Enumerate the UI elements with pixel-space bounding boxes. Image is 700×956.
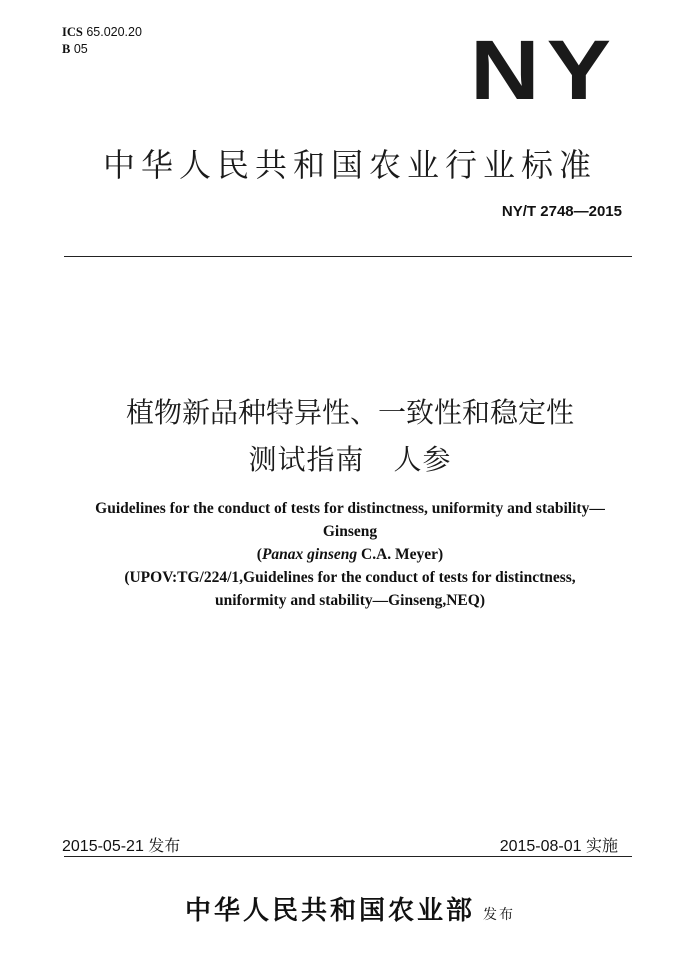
- title-en-line2: Ginseng: [322, 523, 378, 540]
- publisher: [40, 890, 660, 927]
- standard-type-title: 中华人民共和国农业行业标准: [102, 146, 597, 184]
- title-cn-line2: 测试指南 人参: [248, 443, 452, 476]
- standard-number: NY/T 2748—2015: [501, 203, 622, 220]
- latin-name: Panax ginseng: [261, 546, 358, 563]
- title-en-block: [50, 497, 650, 612]
- ccs-code: 05: [73, 42, 88, 56]
- title-en-line3: [50, 543, 650, 566]
- publisher-suffix: 发布: [483, 907, 515, 923]
- latin-author: C.A. Meyer): [357, 546, 444, 563]
- paren-open: (: [256, 546, 262, 563]
- title-en-line4: (UPOV:TG/224/1,Guidelines for the conduct of tests for distinctness,: [124, 569, 576, 586]
- classification-codes: [62, 24, 142, 58]
- title-en-line1: Guidelines for the conduct of tests for distinctness, uniformity and stability—: [95, 500, 605, 517]
- ny-logo: NY: [470, 23, 619, 117]
- date-divider: [64, 856, 632, 857]
- header-divider: [64, 256, 632, 257]
- title-en-line5: uniformity and stability—Ginseng,NEQ): [215, 592, 485, 609]
- ccs-code-line: [62, 41, 142, 58]
- ics-label: ICS: [62, 25, 83, 39]
- ccs-label: B: [62, 42, 71, 56]
- issue-date: 2015-05-21 发布: [62, 838, 181, 855]
- ics-code: 65.020.20: [86, 25, 142, 39]
- ics-code-line: [62, 24, 142, 41]
- publisher-name: 中华人民共和国农业部: [184, 896, 475, 926]
- implement-date: 2015-08-01 实施: [499, 838, 618, 855]
- title-cn-line1: 植物新品种特异性、一致性和稳定性: [125, 396, 574, 429]
